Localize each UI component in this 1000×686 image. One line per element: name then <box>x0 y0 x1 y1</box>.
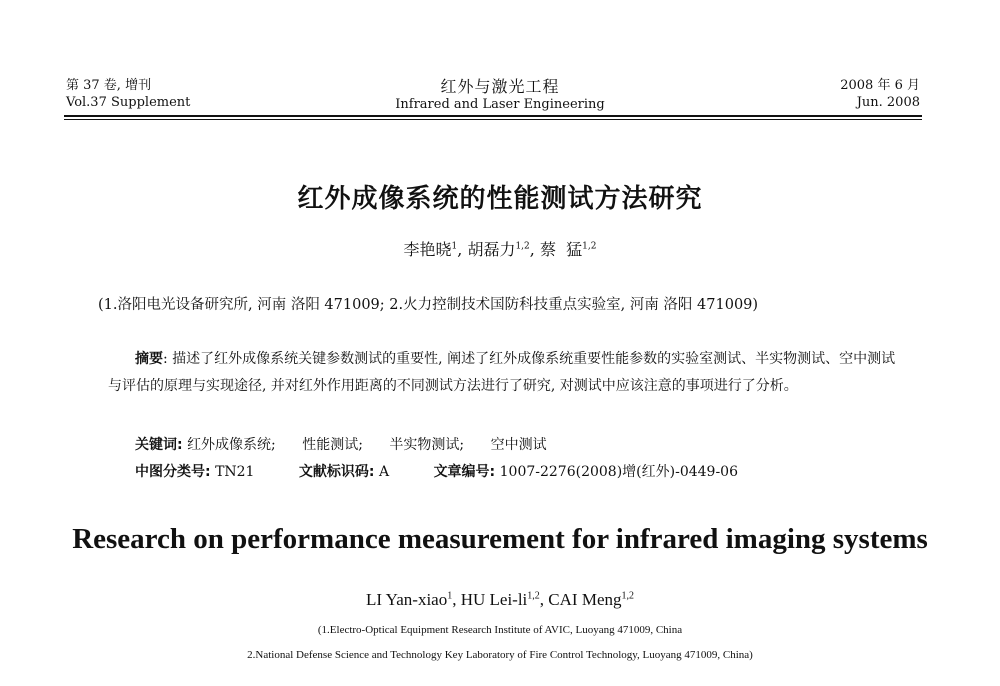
author-en-3: CAI Meng <box>548 590 622 609</box>
author-en-1-sup: 1 <box>447 590 453 602</box>
author-en-2: HU Lei-li <box>460 590 528 609</box>
affiliation-en-2: 2.National Defense Science and Technology Key Laboratory of Fire Control Technology, Luoyang 471009, China) <box>247 649 753 661</box>
journal-name-cn: 红外与激光工程 <box>440 77 560 96</box>
author-cn-3-sup: 1,2 <box>582 241 597 252</box>
author-en-2-sup: 1,2 <box>527 590 540 602</box>
header-rule-thin <box>64 119 922 120</box>
clc-value: TN21 <box>215 464 255 480</box>
affiliation-en-1: (1.Electro-Optical Equipment Research Institute of AVIC, Luoyang 471009, China <box>317 624 683 636</box>
affiliation-cn: (1.洛阳电光设备研究所, 河南 洛阳 471009; 2.火力控制技术国防科技重点实验室, 河南 洛阳 471009) <box>98 297 759 313</box>
author-sep: , <box>539 590 549 609</box>
author-cn-2: 胡磊力 <box>467 240 516 259</box>
keyword: 空中测试 <box>490 437 547 453</box>
keywords <box>135 434 569 454</box>
abstract-label: 摘要 <box>135 351 163 367</box>
journal-date <box>840 77 920 111</box>
author-cn-3: 蔡 猛 <box>539 240 583 259</box>
journal-name-en: Infrared and Laser Engineering <box>395 97 605 112</box>
clc-label: 中图分类号: <box>135 464 211 480</box>
author-cn-1-sup: 1 <box>451 241 458 252</box>
header-rule-thick <box>64 115 922 117</box>
abstract-text: : 描述了红外成像系统关键参数测试的重要性, 阐述了红外成像系统重要性能参数的实验室测试、半实物测试、空中测试与评估的原理与实现途径, 并对红外作用距离的不同测试方法进行了研究, 对测试中应该注意的事项进行了分析。 <box>108 351 896 394</box>
classification <box>135 461 738 481</box>
keyword: 半实物测试; <box>389 437 465 453</box>
date-en: Jun. 2008 <box>856 95 920 110</box>
authors-en <box>0 590 1000 610</box>
author-cn-1: 李艳晓 <box>403 240 452 259</box>
volume-en: Vol.37 Supplement <box>66 95 191 110</box>
keywords-label: 关键词: <box>135 437 183 453</box>
date-cn: 2008 年 6 月 <box>840 78 920 93</box>
author-cn-2-sup: 1,2 <box>515 241 530 252</box>
article-no-value: 1007-2276(2008)增(红外)-0449-06 <box>499 464 738 480</box>
authors-cn <box>0 237 1000 260</box>
author-sep: , <box>457 240 468 259</box>
author-en-1: LI Yan-xiao <box>366 590 448 609</box>
abstract <box>108 346 898 400</box>
volume-cn: 第 37 卷, 增刊 <box>66 78 152 93</box>
title-cn: 红外成像系统的性能测试方法研究 <box>297 184 703 214</box>
title-en: Research on performance measurement for infrared imaging systems <box>72 523 928 555</box>
keyword: 性能测试; <box>302 437 363 453</box>
author-sep: , <box>529 240 540 259</box>
article-no-label: 文章编号: <box>433 464 496 480</box>
doc-code-label: 文献标识码: <box>298 464 375 480</box>
author-sep: , <box>452 590 461 609</box>
keyword: 红外成像系统; <box>187 437 276 453</box>
author-en-3-sup: 1,2 <box>621 590 634 602</box>
doc-code-value: A <box>378 464 390 480</box>
